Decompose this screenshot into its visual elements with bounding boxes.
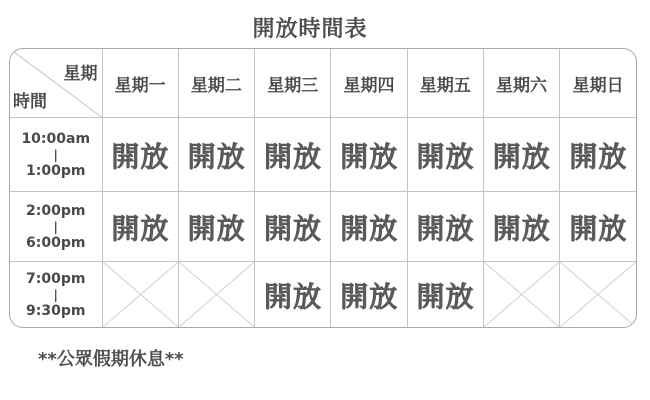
closed-cross-icon [560, 262, 636, 327]
corner-weekday-label: 星期 [63, 64, 98, 84]
day-header-sat: 星期六 [483, 49, 559, 118]
time-start: 2:00pm [26, 202, 86, 219]
time-separator: | [53, 287, 58, 302]
holiday-note: **公眾假期休息** [38, 349, 184, 370]
status-cell: 開放 [483, 192, 559, 262]
status-cell: 開放 [255, 118, 331, 192]
status-cell: 開放 [178, 192, 254, 262]
time-start: 10:00am [21, 130, 91, 147]
time-end: 1:00pm [26, 162, 86, 179]
time-end: 6:00pm [26, 234, 86, 251]
status-cell: 開放 [407, 262, 483, 328]
closed-cross-icon [103, 262, 178, 327]
page-title: 開放時間表 [252, 17, 368, 42]
schedule-table [9, 48, 637, 328]
corner-cell [10, 49, 102, 118]
day-header-fri: 星期五 [407, 49, 483, 118]
status-cell: 開放 [331, 192, 407, 262]
day-header-mon: 星期一 [102, 49, 178, 118]
header-row [10, 49, 636, 118]
status-cell: 開放 [331, 262, 407, 328]
status-cell: 開放 [102, 192, 178, 262]
day-header-wed: 星期三 [255, 49, 331, 118]
status-cell: 開放 [560, 118, 636, 192]
time-slot-cell [10, 118, 102, 192]
time-end: 9:30pm [26, 302, 86, 319]
time-row-afternoon [10, 192, 636, 262]
time-separator: | [53, 219, 58, 234]
status-cell: 開放 [483, 118, 559, 192]
closed-cell [560, 262, 636, 328]
closed-cross-icon [484, 262, 559, 327]
closed-cell [102, 262, 178, 328]
status-cell: 開放 [560, 192, 636, 262]
day-header-tue: 星期二 [178, 49, 254, 118]
time-slot-cell [10, 262, 102, 328]
time-slot-cell [10, 192, 102, 262]
status-cell: 開放 [331, 118, 407, 192]
closed-cross-icon [179, 262, 254, 327]
time-row-evening [10, 262, 636, 328]
closed-cell [178, 262, 254, 328]
status-cell: 開放 [102, 118, 178, 192]
status-cell: 開放 [407, 118, 483, 192]
corner-time-label: 時間 [13, 92, 47, 112]
status-cell: 開放 [255, 192, 331, 262]
time-start: 7:00pm [26, 270, 86, 287]
time-row-morning [10, 118, 636, 192]
closed-cell [483, 262, 559, 328]
status-cell: 開放 [255, 262, 331, 328]
status-cell: 開放 [178, 118, 254, 192]
day-header-sun: 星期日 [560, 49, 636, 118]
time-separator: | [53, 147, 58, 162]
status-cell: 開放 [407, 192, 483, 262]
day-header-thu: 星期四 [331, 49, 407, 118]
